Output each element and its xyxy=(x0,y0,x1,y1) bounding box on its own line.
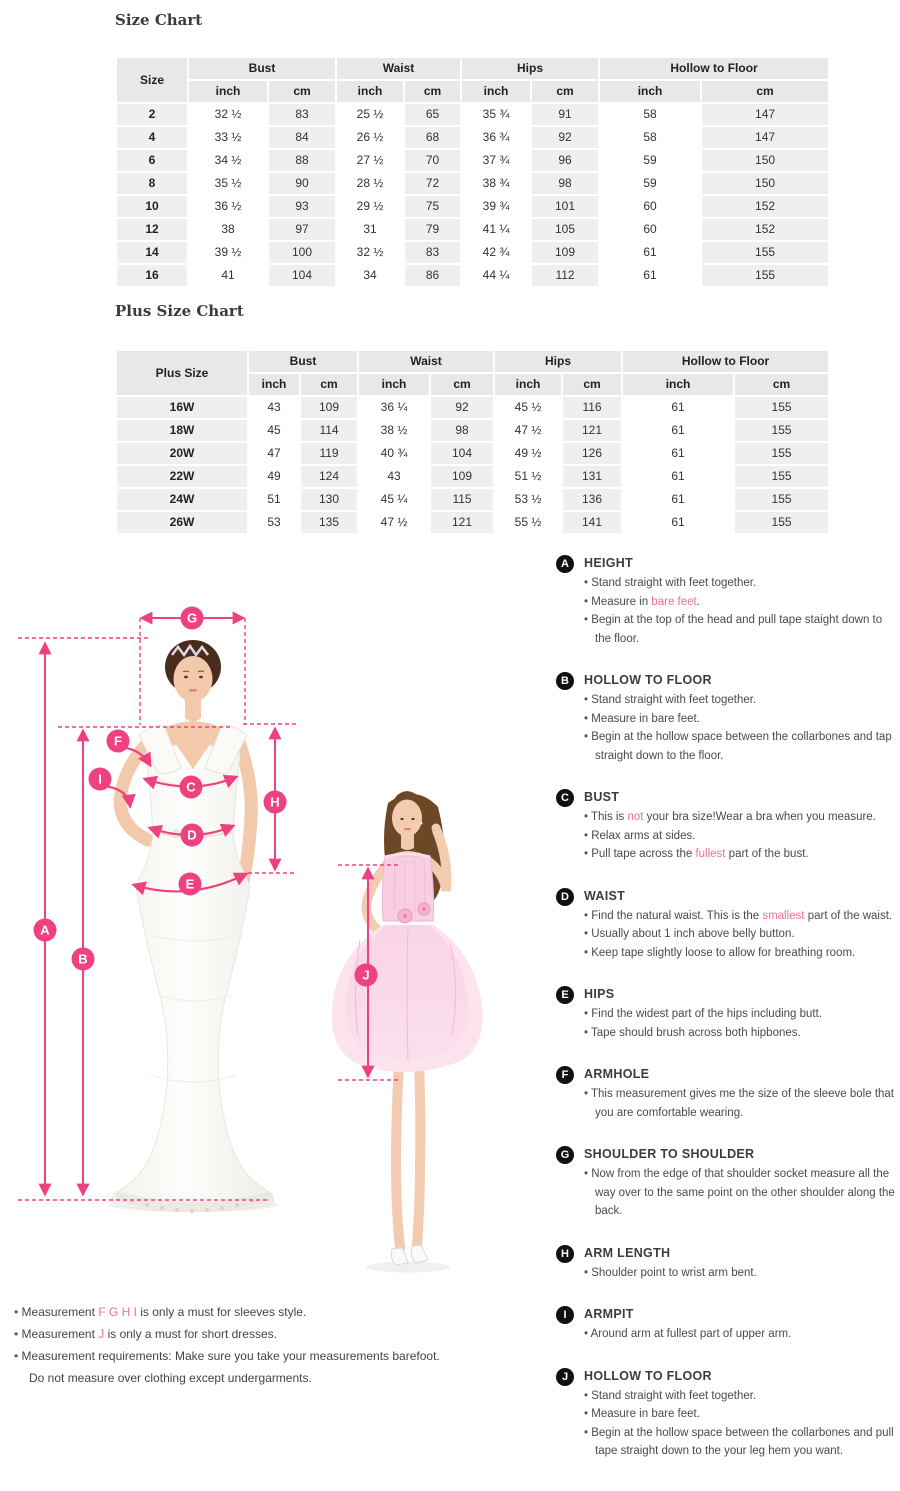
value-cell: 61 xyxy=(600,265,700,286)
bust-group-header: Bust xyxy=(189,58,335,79)
value-cell: 61 xyxy=(623,397,733,418)
letter-badge: I xyxy=(556,1306,574,1324)
white-shoe xyxy=(412,1245,429,1263)
letter-badge: E xyxy=(556,986,574,1004)
size-cell: 10 xyxy=(117,196,187,217)
text-segment: is only a must for sleeves style. xyxy=(136,1305,307,1319)
value-cell: 155 xyxy=(735,512,828,533)
value-cell: 152 xyxy=(702,196,828,217)
measurement-bullet: • Shoulder point to wrist arm bent. xyxy=(584,1266,757,1279)
value-cell: 27 ½ xyxy=(337,150,403,171)
unit-header: inch xyxy=(623,374,733,395)
svg-text:H: H xyxy=(270,794,280,810)
value-cell: 47 xyxy=(249,443,299,464)
value-cell: 45 xyxy=(249,420,299,441)
size-cell: 6 xyxy=(117,150,187,171)
text-segment: Begin at the hollow space between the collarbones and pull tape straight down to the your leg hem you want. xyxy=(591,1426,894,1457)
value-cell: 155 xyxy=(735,489,828,510)
value-cell: 43 xyxy=(249,397,299,418)
highlighted-text: fullest xyxy=(695,848,726,860)
text-segment: Begin at the hollow space between the collarbones and tap straight down to the floor. xyxy=(591,731,892,762)
value-cell: 61 xyxy=(623,420,733,441)
text-segment: Begin at the top of the head and pull tape staight down to the floor. xyxy=(591,614,883,645)
value-cell: 155 xyxy=(702,242,828,263)
value-cell: 38 ½ xyxy=(359,420,429,441)
value-cell: 135 xyxy=(301,512,357,533)
text-segment: Stand straight with feet together. xyxy=(591,577,757,589)
bride-right-arm xyxy=(120,745,146,839)
text-segment: Measure in xyxy=(591,595,652,608)
value-cell: 61 xyxy=(623,512,733,533)
size-column-header: Size xyxy=(117,58,187,102)
plus-size-chart-title: Plus Size Chart xyxy=(115,302,244,320)
table-row xyxy=(117,173,828,194)
size-cell: 12 xyxy=(117,219,187,240)
text-segment: Do not measure over clothing except undergarments. xyxy=(29,1371,312,1385)
measurement-bullet: • Pull tape across the fullest part of the bust. xyxy=(584,848,809,860)
value-cell: 152 xyxy=(702,219,828,240)
size-chart-title: Size Chart xyxy=(115,11,203,29)
text-segment: Stand straight with feet together. xyxy=(591,694,757,706)
table-row xyxy=(117,443,828,464)
value-cell: 155 xyxy=(735,420,828,441)
size-cell: 14 xyxy=(117,242,187,263)
highlighted-text: F G H I xyxy=(98,1305,137,1319)
text-segment: part of the waist. xyxy=(804,909,893,922)
text-segment: is only a must for short dresses. xyxy=(104,1327,277,1341)
measurement-bullet: • This is not your bra size!Wear a bra when you measure. xyxy=(584,811,876,823)
measurement-bullet: • Stand straight with feet together. xyxy=(584,694,757,706)
value-cell: 61 xyxy=(623,443,733,464)
value-cell: 39 ½ xyxy=(189,242,267,263)
value-cell: 44 ¼ xyxy=(462,265,530,286)
measurement-bullet: • Measure in bare feet. xyxy=(584,1408,700,1420)
value-cell: 130 xyxy=(301,489,357,510)
table-row xyxy=(117,196,828,217)
size-cell: 18W xyxy=(117,420,247,441)
note-line: • Measurement requirements: Make sure you take your measurements barefoot. xyxy=(14,1349,440,1363)
text-segment: Stand straight with feet together. xyxy=(591,1389,757,1402)
bride-left-arm xyxy=(240,745,251,881)
value-cell: 49 ½ xyxy=(495,443,561,464)
value-cell: 79 xyxy=(405,219,460,240)
unit-header: inch xyxy=(189,81,267,102)
plus-size-column-header: Plus Size xyxy=(117,351,247,395)
measurement-section-G xyxy=(556,1147,900,1221)
measurement-section-H xyxy=(556,1246,900,1283)
letter-badge: C xyxy=(556,789,574,807)
value-cell: 49 xyxy=(249,466,299,487)
svg-text:D: D xyxy=(187,827,197,843)
table-row xyxy=(117,242,828,263)
value-cell: 147 xyxy=(702,127,828,148)
value-cell: 109 xyxy=(431,466,493,487)
table-row xyxy=(117,219,828,240)
text-segment: Tape should brush across both hipbones. xyxy=(591,1026,801,1039)
value-cell: 61 xyxy=(600,242,700,263)
value-cell: 155 xyxy=(735,466,828,487)
measurement-title: ARMHOLE xyxy=(584,1067,650,1081)
unit-header: cm xyxy=(301,374,357,395)
hollow-group-header: Hollow to Floor xyxy=(623,351,828,372)
value-cell: 155 xyxy=(735,443,828,464)
value-cell: 104 xyxy=(269,265,335,286)
unit-header: cm xyxy=(735,374,828,395)
marker-F xyxy=(107,730,130,753)
table-row xyxy=(117,420,828,441)
value-cell: 91 xyxy=(532,104,598,125)
value-cell: 38 xyxy=(189,219,267,240)
value-cell: 124 xyxy=(301,466,357,487)
measurement-bullet: • This measurement gives me the size of the sleeve bole that you are comfortable wearing. xyxy=(584,1088,895,1119)
marker-H xyxy=(264,791,287,814)
short-dress-figure xyxy=(332,791,483,1273)
measurement-bullet: • Begin at the hollow space between the collarbones and tap straight down to the floor. xyxy=(584,731,892,762)
measurement-bullet: • Now from the edge of that shoulder socket measure all the way over to the same point on the other shoulder along the back. xyxy=(584,1168,895,1217)
text-segment: This is xyxy=(591,811,628,823)
unit-header: cm xyxy=(269,81,335,102)
value-cell: 59 xyxy=(600,173,700,194)
value-cell: 35 ½ xyxy=(189,173,267,194)
text-segment: part of the bust. xyxy=(725,848,809,860)
value-cell: 70 xyxy=(405,150,460,171)
size-chart-table xyxy=(115,56,830,288)
measurement-bullet: • Stand straight with feet together. xyxy=(584,577,757,589)
measurement-bullet: • Around arm at fullest part of upper arm. xyxy=(584,1328,792,1340)
text-segment: Measure in bare feet. xyxy=(591,1408,700,1420)
size-cell: 16W xyxy=(117,397,247,418)
value-cell: 34 ½ xyxy=(189,150,267,171)
value-cell: 38 ¾ xyxy=(462,173,530,194)
value-cell: 29 ½ xyxy=(337,196,403,217)
value-cell: 147 xyxy=(702,104,828,125)
size-cell: 8 xyxy=(117,173,187,194)
value-cell: 53 ½ xyxy=(495,489,561,510)
measurement-title: HIPS xyxy=(584,987,615,1001)
value-cell: 75 xyxy=(405,196,460,217)
value-cell: 35 ¾ xyxy=(462,104,530,125)
notes xyxy=(14,1301,534,1389)
measurement-bullet: • Find the natural waist. This is the smallest part of the waist. xyxy=(584,909,893,922)
value-cell: 100 xyxy=(269,242,335,263)
value-cell: 121 xyxy=(563,420,621,441)
value-cell: 47 ½ xyxy=(359,512,429,533)
unit-header: inch xyxy=(359,374,429,395)
measurement-title: ARM LENGTH xyxy=(584,1245,671,1260)
value-cell: 36 ¾ xyxy=(462,127,530,148)
value-cell: 115 xyxy=(431,489,493,510)
value-cell: 31 xyxy=(337,219,403,240)
letter-badge: B xyxy=(556,672,574,690)
value-cell: 37 ¾ xyxy=(462,150,530,171)
waist-group-header: Waist xyxy=(359,351,493,372)
measurement-section-E xyxy=(556,987,900,1042)
value-cell: 121 xyxy=(431,512,493,533)
model-leg xyxy=(417,1063,420,1245)
value-cell: 26 ½ xyxy=(337,127,403,148)
table-row xyxy=(117,127,828,148)
value-cell: 61 xyxy=(623,466,733,487)
svg-text:J: J xyxy=(362,967,370,983)
value-cell: 53 xyxy=(249,512,299,533)
table-units-row xyxy=(117,81,828,102)
table-header-row xyxy=(117,58,828,79)
size-cell: 26W xyxy=(117,512,247,533)
unit-header: inch xyxy=(495,374,561,395)
measurement-diagram xyxy=(0,555,560,1291)
measurement-bullet: • Keep tape slightly loose to allow for breathing room. xyxy=(584,946,856,959)
note-line xyxy=(14,1367,534,1389)
value-cell: 141 xyxy=(563,512,621,533)
measurement-bullet: • Begin at the top of the head and pull tape staight down to the floor. xyxy=(584,614,883,645)
value-cell: 112 xyxy=(532,265,598,286)
value-cell: 41 xyxy=(189,265,267,286)
value-cell: 109 xyxy=(532,242,598,263)
unit-header: cm xyxy=(532,81,598,102)
table-row xyxy=(117,150,828,171)
svg-text:C: C xyxy=(186,779,196,795)
letter-badge: D xyxy=(556,888,574,906)
table-row xyxy=(117,489,828,510)
value-cell: 47 ½ xyxy=(495,420,561,441)
value-cell: 98 xyxy=(532,173,598,194)
unit-header: inch xyxy=(600,81,700,102)
marker-A xyxy=(34,919,57,942)
measurement-title: HOLLOW TO FLOOR xyxy=(584,673,712,687)
text-segment: Measure in bare feet. xyxy=(591,712,700,725)
svg-text:I: I xyxy=(98,771,102,787)
table-row xyxy=(117,512,828,533)
value-cell: 36 ½ xyxy=(189,196,267,217)
measurement-section-A xyxy=(556,556,900,648)
highlighted-text: J xyxy=(98,1327,105,1341)
table-row xyxy=(117,397,828,418)
value-cell: 39 ¾ xyxy=(462,196,530,217)
value-cell: 28 ½ xyxy=(337,173,403,194)
value-cell: 83 xyxy=(269,104,335,125)
value-cell: 98 xyxy=(431,420,493,441)
measurement-bullet: • Tape should brush across both hipbones. xyxy=(584,1026,801,1039)
value-cell: 25 ½ xyxy=(337,104,403,125)
measurement-section-F xyxy=(556,1067,900,1122)
svg-text:E: E xyxy=(185,876,195,892)
value-cell: 45 ¼ xyxy=(359,489,429,510)
measurement-title: SHOULDER TO SHOULDER xyxy=(584,1147,755,1161)
text-segment: Measurement requirements: Make sure you take your measurements barefoot. xyxy=(21,1349,440,1363)
size-cell: 2 xyxy=(117,104,187,125)
value-cell: 93 xyxy=(269,196,335,217)
size-cell: 24W xyxy=(117,489,247,510)
table-row xyxy=(117,466,828,487)
value-cell: 58 xyxy=(600,127,700,148)
unit-header: inch xyxy=(462,81,530,102)
measurement-section-I xyxy=(556,1307,900,1344)
text-segment: Keep tape slightly loose to allow for breathing room. xyxy=(591,946,856,959)
marker-I xyxy=(89,768,112,791)
value-cell: 32 ½ xyxy=(337,242,403,263)
value-cell: 60 xyxy=(600,196,700,217)
value-cell: 92 xyxy=(431,397,493,418)
text-segment: This measurement gives me the size of the sleeve bole that you are comfortable wearing. xyxy=(591,1088,895,1119)
value-cell: 104 xyxy=(431,443,493,464)
value-cell: 59 xyxy=(600,150,700,171)
text-segment: Usually about 1 inch above belly button. xyxy=(591,928,795,940)
value-cell: 34 xyxy=(337,265,403,286)
value-cell: 43 xyxy=(359,466,429,487)
value-cell: 150 xyxy=(702,173,828,194)
unit-header: inch xyxy=(337,81,403,102)
highlighted-text: bare feet xyxy=(651,595,697,608)
plus-size-chart-table xyxy=(115,349,830,535)
value-cell: 40 ¾ xyxy=(359,443,429,464)
marker-G xyxy=(181,607,204,630)
waist-group-header: Waist xyxy=(337,58,460,79)
measurement-section-C xyxy=(556,790,900,864)
svg-text:A: A xyxy=(40,922,50,938)
note-line: • Measurement J is only a must for short dresses. xyxy=(14,1327,277,1341)
marker-B xyxy=(72,948,95,971)
white-shoe xyxy=(392,1248,409,1265)
value-cell: 72 xyxy=(405,173,460,194)
bride-figure xyxy=(108,640,278,1213)
value-cell: 155 xyxy=(735,397,828,418)
marker-J xyxy=(355,964,378,987)
hips-group-header: Hips xyxy=(462,58,598,79)
text-segment: Pull tape across the xyxy=(591,848,696,860)
letter-badge: A xyxy=(556,555,574,573)
measurement-bullet: • Stand straight with feet together. xyxy=(584,1389,757,1402)
value-cell: 97 xyxy=(269,219,335,240)
measurement-bullet: • Usually about 1 inch above belly button. xyxy=(584,928,795,940)
svg-text:B: B xyxy=(78,951,88,967)
value-cell: 86 xyxy=(405,265,460,286)
measurement-title: HOLLOW TO FLOOR xyxy=(584,1368,712,1383)
marker-C xyxy=(180,776,203,799)
value-cell: 101 xyxy=(532,196,598,217)
value-cell: 150 xyxy=(702,150,828,171)
text-segment: Around arm at fullest part of upper arm. xyxy=(590,1328,792,1340)
measurement-title: ARMPIT xyxy=(584,1307,634,1321)
value-cell: 96 xyxy=(532,150,598,171)
value-cell: 131 xyxy=(563,466,621,487)
value-cell: 51 xyxy=(249,489,299,510)
size-cell: 16 xyxy=(117,265,187,286)
value-cell: 61 xyxy=(623,489,733,510)
svg-text:F: F xyxy=(114,733,122,749)
text-segment: Measurement xyxy=(21,1327,99,1341)
value-cell: 41 ¼ xyxy=(462,219,530,240)
text-segment: Find the widest part of the hips including butt. xyxy=(591,1008,823,1020)
unit-header: inch xyxy=(249,374,299,395)
letter-badge: G xyxy=(556,1146,574,1164)
letter-badge: F xyxy=(556,1066,574,1084)
value-cell: 42 ¾ xyxy=(462,242,530,263)
value-cell: 119 xyxy=(301,443,357,464)
text-segment: Now from the edge of that shoulder socket measure all the way over to the same point on the other shoulder along the back. xyxy=(591,1168,895,1217)
letter-badge: H xyxy=(556,1245,574,1263)
measurement-guide xyxy=(556,556,900,1486)
measurement-bullet: • Measure in bare feet. xyxy=(584,595,700,608)
measurement-bullet: • Find the widest part of the hips including butt. xyxy=(584,1008,823,1020)
unit-header: cm xyxy=(431,374,493,395)
value-cell: 45 ½ xyxy=(495,397,561,418)
measurement-section-J xyxy=(556,1369,900,1461)
value-cell: 155 xyxy=(702,265,828,286)
value-cell: 51 ½ xyxy=(495,466,561,487)
hollow-group-header: Hollow to Floor xyxy=(600,58,828,79)
size-cell: 22W xyxy=(117,466,247,487)
value-cell: 90 xyxy=(269,173,335,194)
letter-badge: J xyxy=(556,1368,574,1386)
value-cell: 109 xyxy=(301,397,357,418)
measurement-section-D xyxy=(556,889,900,963)
value-cell: 83 xyxy=(405,242,460,263)
text-segment: . xyxy=(696,595,700,608)
text-segment: your bra size!Wear a bra when you measure. xyxy=(643,811,876,823)
table-row xyxy=(117,265,828,286)
unit-header: cm xyxy=(405,81,460,102)
text-segment: Shoulder point to wrist arm bent. xyxy=(591,1266,757,1279)
marker-D xyxy=(181,824,204,847)
table-header-row xyxy=(117,351,828,372)
value-cell: 114 xyxy=(301,420,357,441)
measurement-title: HEIGHT xyxy=(584,556,634,570)
size-cell: 20W xyxy=(117,443,247,464)
value-cell: 68 xyxy=(405,127,460,148)
hips-group-header: Hips xyxy=(495,351,621,372)
value-cell: 84 xyxy=(269,127,335,148)
value-cell: 36 ¼ xyxy=(359,397,429,418)
model-leg xyxy=(396,1063,400,1248)
text-segment: Measurement xyxy=(21,1305,99,1319)
value-cell: 60 xyxy=(600,219,700,240)
unit-header: cm xyxy=(702,81,828,102)
marker-E xyxy=(179,873,202,896)
note-line: • Measurement F G H I is only a must for sleeves style. xyxy=(14,1305,307,1319)
measurement-bullet: • Relax arms at sides. xyxy=(584,829,696,842)
bust-group-header: Bust xyxy=(249,351,357,372)
value-cell: 58 xyxy=(600,104,700,125)
measurement-bullet: • Begin at the hollow space between the collarbones and pull tape straight down to the your leg hem you want. xyxy=(584,1426,894,1457)
value-cell: 92 xyxy=(532,127,598,148)
measurement-title: WAIST xyxy=(584,888,626,903)
highlighted-text: not xyxy=(627,811,644,823)
svg-text:G: G xyxy=(186,610,198,626)
measurement-bullet: • Measure in bare feet. xyxy=(584,712,700,725)
value-cell: 105 xyxy=(532,219,598,240)
highlighted-text: smallest xyxy=(762,909,805,922)
size-cell: 4 xyxy=(117,127,187,148)
text-segment: Find the natural waist. This is the xyxy=(591,909,763,922)
value-cell: 136 xyxy=(563,489,621,510)
value-cell: 116 xyxy=(563,397,621,418)
table-row xyxy=(117,104,828,125)
value-cell: 55 ½ xyxy=(495,512,561,533)
value-cell: 65 xyxy=(405,104,460,125)
value-cell: 88 xyxy=(269,150,335,171)
text-segment: Relax arms at sides. xyxy=(591,829,696,842)
value-cell: 33 ½ xyxy=(189,127,267,148)
value-cell: 32 ½ xyxy=(189,104,267,125)
unit-header: cm xyxy=(563,374,621,395)
value-cell: 126 xyxy=(563,443,621,464)
measurement-title: BUST xyxy=(584,790,620,804)
measurement-section-B xyxy=(556,673,900,765)
